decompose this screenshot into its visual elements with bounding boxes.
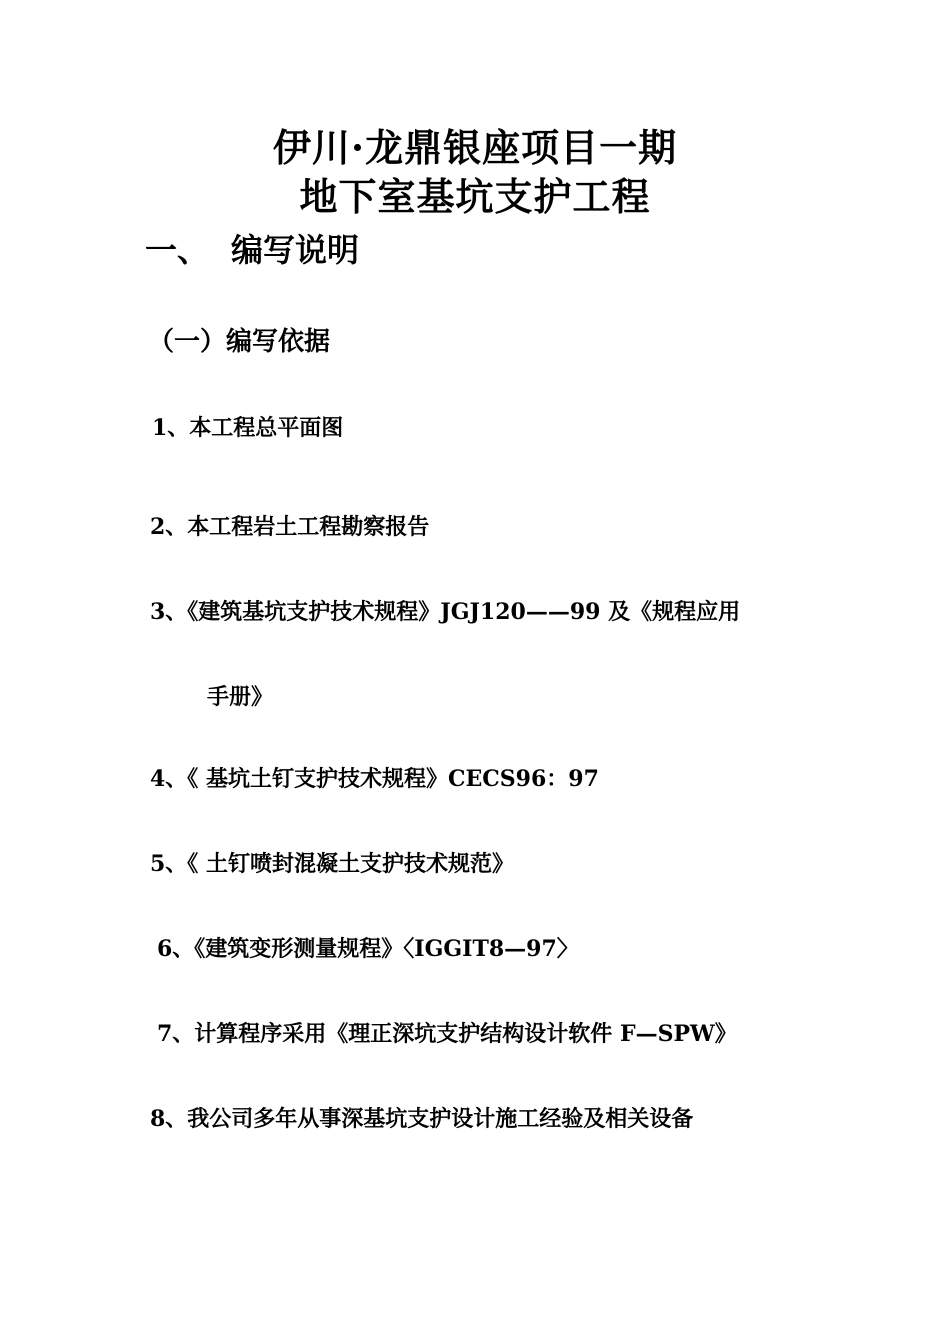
basis-item-4: 4、《 基坑土钉支护技术规程》CECS96：97 <box>150 766 599 792</box>
basis-item-5: 5、《 土钉喷封混凝土支护技术规范》 <box>150 851 514 877</box>
basis-item-3: 3、《建筑基坑支护技术规程》JGJ120——99 及《规程应用 <box>150 599 741 625</box>
document-title-line-2: 地下室基坑支护工程 <box>299 174 651 219</box>
section-title: 编写说明 <box>231 231 360 269</box>
section-heading <box>145 230 359 270</box>
subsection-heading: （一）编写依据 <box>148 327 331 357</box>
document-title-line-1: 伊川·龙鼎银座项目一期 <box>272 125 678 170</box>
section-number: 一、 <box>145 231 210 269</box>
basis-item-2: 2、本工程岩土工程勘察报告 <box>150 514 430 540</box>
basis-item-3-continuation: 手册》 <box>207 684 274 710</box>
basis-item-8: 8、我公司多年从事深基坑支护设计施工经验及相关设备 <box>150 1106 694 1132</box>
basis-item-1: 1、本工程总平面图 <box>152 415 344 441</box>
basis-item-7: 7、计算程序采用《理正深坑支护结构设计软件 F—SPW》 <box>157 1021 737 1047</box>
basis-item-6: 6、《建筑变形测量规程》〈IGGIT8—97〉 <box>157 936 579 962</box>
